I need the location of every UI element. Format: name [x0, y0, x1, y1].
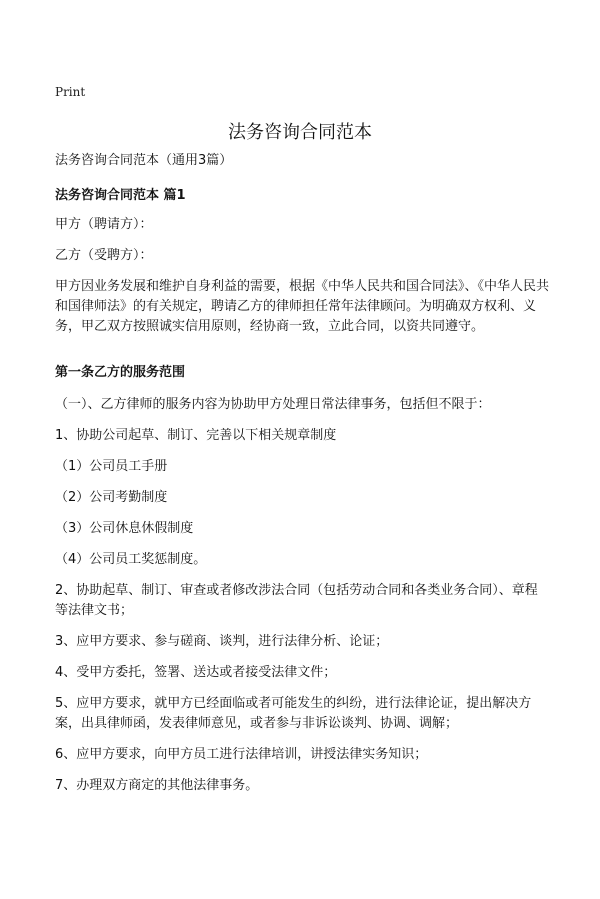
party-a-line: 甲方（聘请方）： [55, 217, 153, 232]
document-title: 法务咨询合同范本 [228, 122, 372, 143]
list-item: 3、应甲方要求、参与磋商、谈判，进行法律分析、论证； [55, 634, 389, 649]
list-item: 6、应甲方要求，向甲方员工进行法律培训，讲授法律实务知识； [55, 747, 428, 762]
list-item: 5、应甲方要求，就甲方已经面临或者可能发生的纠纷，进行法律论证，提出解决方案，出具律师函，发表律师意见，或者参与非诉讼谈判、协调、调解； [55, 696, 532, 731]
article-1-heading: 第一条乙方的服务范围 [55, 365, 186, 380]
document-subtitle: 法务咨询合同范本（通用3篇） [55, 153, 233, 168]
list-item: （一）、乙方律师的服务内容为协助甲方处理日常法律事务，包括但不限于： [55, 397, 491, 412]
list-item: 7、办理双方商定的其他法律事务。 [55, 778, 259, 793]
list-item: （2）公司考勤制度 [55, 490, 168, 505]
list-item: （1）公司员工手册 [55, 459, 168, 474]
list-item: 4、受甲方委托，签署、送达或者接受法律文件； [55, 665, 337, 680]
party-b-line: 乙方（受聘方）： [55, 248, 153, 263]
intro-paragraph: 甲方因业务发展和维护自身利益的需要，根据《中华人民共和国合同法》、《中华人民共和国律师法》的有关规定，聘请乙方的律师担任常年法律顾问。为明确双方权利、义务，甲乙双方按照诚实信用原则，经协商一致，立此合同，以资共同遵守。 [55, 279, 550, 334]
list-item: （4）公司员工奖惩制度。 [55, 552, 207, 567]
print-link[interactable]: Print [55, 85, 86, 99]
list-item: 2、协助起草、制订、审查或者修改涉法合同（包括劳动合同和各类业务合同）、章程等法律文书； [55, 583, 538, 618]
section-heading: 法务咨询合同范本 篇1 [55, 188, 186, 203]
list-item: （3）公司休息休假制度 [55, 521, 194, 536]
list-item: 1、协助公司起草、制订、完善以下相关规章制度 [55, 428, 337, 443]
